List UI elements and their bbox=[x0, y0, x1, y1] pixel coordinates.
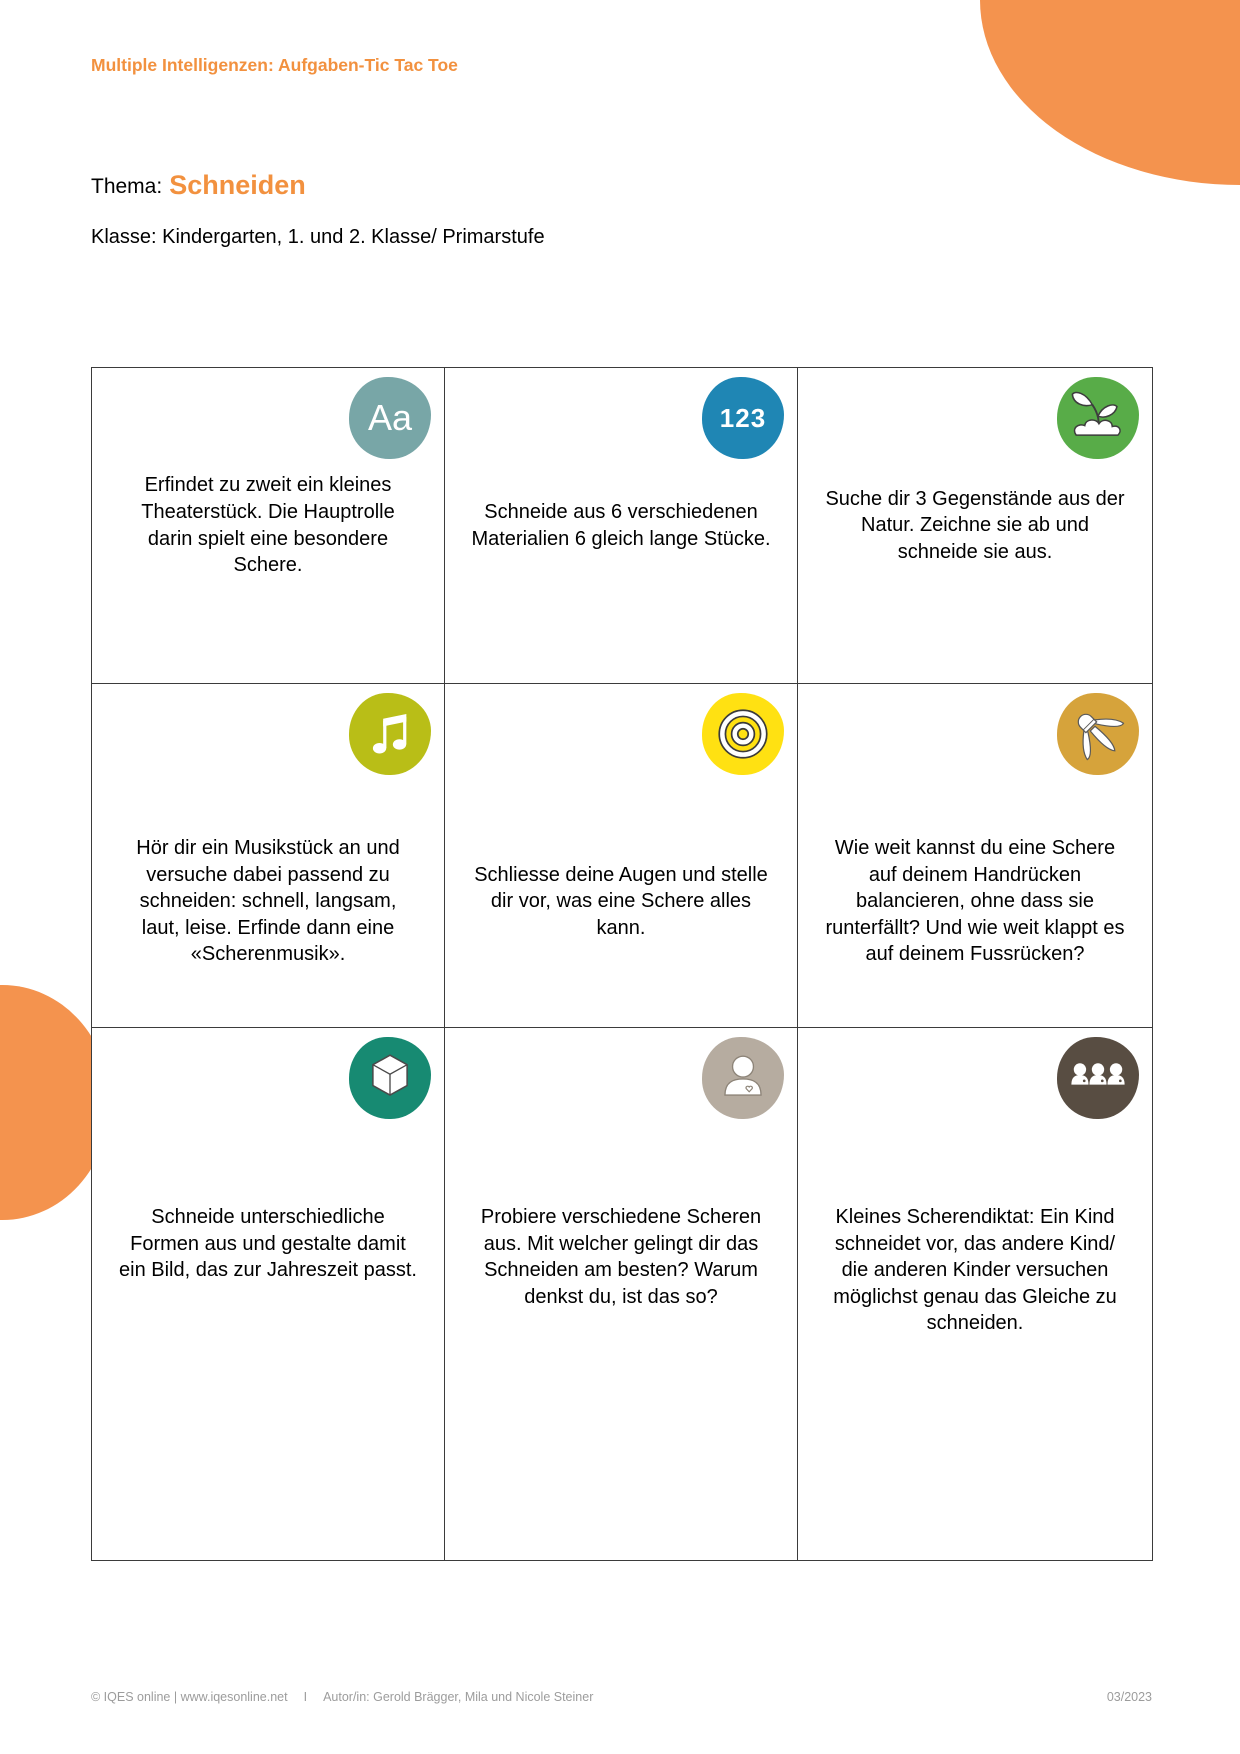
thema-value: Schneiden bbox=[169, 170, 306, 200]
document-title: Multiple Intelligenzen: Aufgaben-Tic Tac Toe bbox=[91, 55, 458, 75]
task-text: Suche dir 3 Gegenstände aus der Natur. Zeichne sie ab und schneide sie aus. bbox=[825, 487, 1125, 563]
task-text: Schneide unterschiedliche Formen aus und gestalte damit ein Bild, das zur Jahreszeit passt. bbox=[119, 1206, 417, 1282]
numbers-123-label: 123 bbox=[719, 402, 767, 433]
klasse-line: Klasse: Kindergarten, 1. und 2. Klasse/ Primarstufe bbox=[91, 226, 545, 248]
cell-linguistic bbox=[92, 368, 445, 684]
footer-copyright: © IQES online | www.iqesonline.net bbox=[91, 1690, 288, 1704]
cell-naturalist bbox=[798, 368, 1153, 684]
task-text: Wie weit kannst du eine Schere auf deinem Handrücken balancieren, ohne dass sie runterfällt? Und wie weit klappt es auf deinem Fussrücken? bbox=[825, 837, 1125, 966]
cell-intrapersonal bbox=[445, 684, 798, 1028]
thema-line bbox=[91, 170, 306, 201]
footer-author: Autor/in: Gerold Brägger, Mila und Nicole Steiner bbox=[323, 1690, 594, 1704]
cell-interpersonal bbox=[798, 1028, 1153, 1561]
tic-tac-toe-grid bbox=[91, 367, 1153, 1561]
aa-letters-label: Aa bbox=[367, 397, 413, 438]
task-text: Erfindet zu zweit ein kleines Theaterstück. Die Hauptrolle darin spielt eine besondere Schere. bbox=[141, 474, 395, 577]
task-text: Schliesse deine Augen und stelle dir vor, was eine Schere alles kann. bbox=[474, 863, 768, 939]
thema-label: Thema: bbox=[91, 175, 163, 198]
cell-personal bbox=[445, 1028, 798, 1561]
page-footer bbox=[91, 1690, 1152, 1704]
task-text: Probiere verschiedene Scheren aus. Mit welcher gelingt dir das Schneiden am besten? Warum denkst du, ist das so? bbox=[480, 1206, 762, 1308]
task-text: Kleines Scherendiktat: Ein Kind schneidet vor, das andere Kind/ die anderen Kinder versuchen möglichst genau das Gleiche zu schneiden. bbox=[833, 1206, 1117, 1335]
cell-spatial bbox=[92, 1028, 445, 1561]
footer-separator: I bbox=[303, 1690, 308, 1704]
task-text: Schneide aus 6 verschiedenen Materialien 6 gleich lange Stücke. bbox=[471, 500, 771, 550]
task-text: Hör dir ein Musikstück an und versuche dabei passend zu schneiden: schnell, langsam, laut, leise. Erfinde dann eine «Scherenmusik». bbox=[136, 837, 400, 966]
cell-musical bbox=[92, 684, 445, 1028]
cell-kinesthetic bbox=[798, 684, 1153, 1028]
corner-blob-decoration bbox=[980, 0, 1240, 185]
cell-numeric bbox=[445, 368, 798, 684]
footer-left bbox=[91, 1690, 593, 1704]
footer-date: 03/2023 bbox=[1106, 1690, 1152, 1704]
